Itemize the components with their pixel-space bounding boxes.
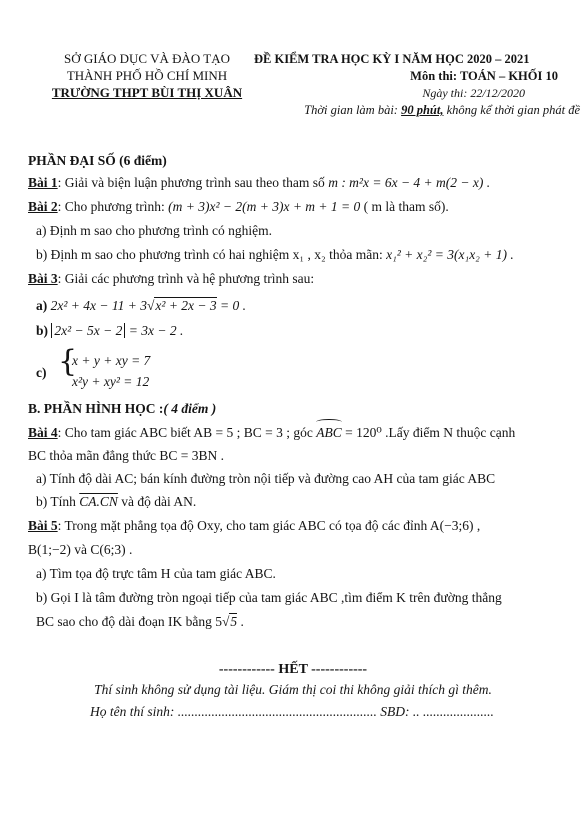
bai3a: a) 2x² + 4x − 11 + 3√x² + 2x − 3 = 0 . xyxy=(36,298,247,313)
bai5-text1: : Trong mặt phẳng tọa độ Oxy, cho tam giác ABC có tọa độ các đỉnh A(−3;6) , xyxy=(57,518,481,533)
school-name: TRƯỜNG THPT BÙI THỊ XUÂN xyxy=(51,85,243,100)
bai2-note: ( m là tham số). xyxy=(360,199,449,214)
bai4b-pre: b) Tính xyxy=(36,494,80,509)
bai3a-radicand: x² + 2x − 3 xyxy=(155,298,217,313)
bai3a-eq-post: = 0 . xyxy=(216,298,247,313)
bai3-label: Bài 3 xyxy=(28,271,58,286)
bai5 xyxy=(28,515,480,536)
exam-date: Ngày thi: 22/12/2020 xyxy=(422,86,525,100)
bai3b-eq-post: = 3x − 2 . xyxy=(125,323,184,338)
bai4b-vector: CA.CN xyxy=(79,494,118,509)
bai3b-label: b) xyxy=(36,323,49,338)
bai4b-post: và độ dài AN. xyxy=(117,494,197,509)
bai3b-abs: 2x² − 5x − 2 xyxy=(51,323,125,338)
duration-prefix: Thời gian làm bài: xyxy=(304,103,402,117)
bai3 xyxy=(28,268,314,289)
bai5b-post: . xyxy=(237,614,244,629)
exam-duration xyxy=(240,102,580,119)
bai3b xyxy=(36,320,183,341)
bai4b xyxy=(36,491,196,512)
bai1-text: : Giải và biện luận phương trình sau theo tham số xyxy=(57,175,329,190)
bai3c-eq1: x + y + xy = 7 xyxy=(72,353,151,368)
system-brace: { xyxy=(58,344,78,379)
bai1-equation: : m²x = 6x − 4 + m(2 − x) . xyxy=(337,175,491,190)
duration-time: 90 phút, xyxy=(401,103,444,117)
bai4-text2: = 120⁰ .Lấy điểm N thuộc cạnh xyxy=(341,425,516,440)
subject: Môn thi: TOÁN – KHỐI 10 xyxy=(410,69,558,83)
bai4 xyxy=(28,422,515,443)
bai4a: a) Tính độ dài AC; bán kính đường tròn nội tiếp và đường cao AH của tam giác ABC xyxy=(36,471,496,486)
bai5b-line2: BC sao cho độ dài đoạn IK bằng 5√5 . xyxy=(36,614,244,629)
bai4-line2: BC thỏa mãn đẳng thức BC = 3BN . xyxy=(28,448,225,463)
bai3a-eq-pre: 2x² + 4x − 11 + 3 xyxy=(50,298,147,313)
bai5b-radicand: 5 xyxy=(230,614,238,629)
exam-title: ĐỀ KIỂM TRA HỌC KỲ I NĂM HỌC 2020 – 2021 xyxy=(254,52,530,66)
header-right xyxy=(240,51,580,119)
bai2b xyxy=(36,244,514,265)
footer-note: Thí sinh không sử dụng tài liệu. Giám thị coi thi không giải thích gì thêm. xyxy=(94,682,492,697)
bai2-label: Bài 2 xyxy=(28,199,58,214)
bai2-equation: (m + 3)x² − 2(m + 3)x + m + 1 = 0 xyxy=(168,199,361,214)
bai2b-text: b) Định m sao cho phương trình có hai nghiệm x₁ , x₂ thỏa mãn: xyxy=(36,247,387,262)
bai3c xyxy=(36,344,236,394)
city-name: THÀNH PHỐ HỒ CHÍ MINH xyxy=(66,68,228,83)
bai2 xyxy=(28,196,449,217)
bai1-label: Bài 1 xyxy=(28,175,58,190)
bai5a: a) Tìm tọa độ trực tâm H của tam giác ABC. xyxy=(36,566,276,581)
bai1-param: m xyxy=(328,175,338,190)
bai3a-label: a) xyxy=(36,298,48,313)
bai4-label: Bài 4 xyxy=(28,425,58,440)
bai1 xyxy=(28,172,490,193)
bai5-line2: B(1;−2) và C(6;3) . xyxy=(28,542,133,557)
bai4-angle: ABC xyxy=(316,422,342,443)
geometry-points: ( 4 điểm ) xyxy=(163,401,217,416)
bai2b-equation: x₁² + x₂² = 3(x₁x₂ + 1) . xyxy=(386,247,514,262)
bai5-label: Bài 5 xyxy=(28,518,58,533)
bai5b-pre: BC sao cho độ dài đoạn IK bằng 5 xyxy=(36,614,222,629)
bai3-text: : Giải các phương trình và hệ phương trình sau: xyxy=(57,271,315,286)
bai3c-label: c) xyxy=(36,365,47,380)
algebra-title: PHẦN ĐẠI SỐ (6 điểm) xyxy=(28,153,167,168)
department-name: SỞ GIÁO DỤC VÀ ĐÀO TẠO xyxy=(64,51,230,66)
bai3c-eq2: x²y + xy² = 12 xyxy=(72,374,150,389)
candidate-info-line: Họ tên thí sinh: ........................................................... SBD: .. ..................... xyxy=(90,704,494,719)
exam-body xyxy=(28,150,573,630)
bai5b-line1: b) Gọi I là tâm đường tròn ngoại tiếp của tam giác ABC ,tìm điểm K trên đường thẳng xyxy=(36,590,502,605)
geometry-title-text: B. PHẦN HÌNH HỌC : xyxy=(28,401,164,416)
header-left xyxy=(22,50,272,101)
geometry-title xyxy=(28,398,216,419)
bai2-text: : Cho phương trình: xyxy=(57,199,169,214)
bai2a: a) Định m sao cho phương trình có nghiệm. xyxy=(36,223,273,238)
end-marker: ------------ HẾT ------------ xyxy=(218,662,368,677)
duration-suffix: không kể thời gian phát đề xyxy=(443,103,580,117)
bai4-text1: : Cho tam giác ABC biết AB = 5 ; BC = 3 ; góc xyxy=(57,425,317,440)
